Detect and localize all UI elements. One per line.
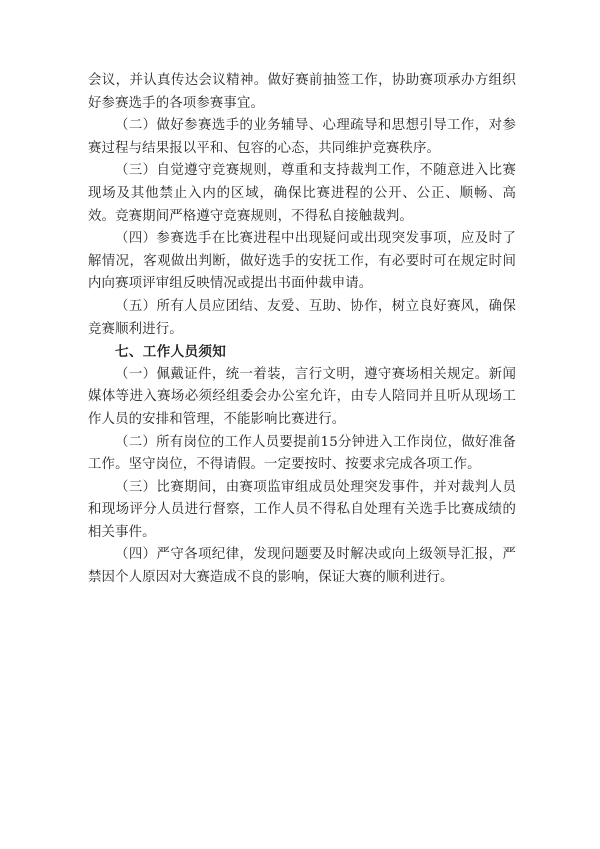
staff-paragraph-3: （三）比赛期间，由赛项监审组成员处理突发事件，并对裁判人员和现场评分人员进行督察，工作人员不得私自处理有关选手比赛成绩的相关事件。 <box>88 479 516 540</box>
staff-paragraph-1: （一）佩戴证件，统一着装，言行文明，遵守赛场相关规定。新闻媒体等进入赛场必须经组委会办公室允许，由专人陪同并且听从现场工作人员的安排和管理，不能影响比赛进行。 <box>88 366 516 427</box>
document-page <box>88 70 516 590</box>
paragraph-item-5: （五）所有人员应团结、友爱、互助、协作，树立良好赛风，确保竞赛顺利进行。 <box>88 298 516 337</box>
section-heading: 七、工作人员须知 <box>115 344 227 361</box>
staff-paragraph-2: （二）所有岗位的工作人员要提前15分钟进入工作岗位，做好准备工作。坚守岗位，不得请假。一定要按时、按要求完成各项工作。 <box>88 434 516 473</box>
paragraph-continuation: 会议，并认真传达会议精神。做好赛前抽签工作，协助赛项承办方组织好参赛选手的各项参赛事宜。 <box>88 73 516 111</box>
staff-paragraph-4: （四）严守各项纪律，发现问题要及时解决或向上级领导汇报，严禁因个人原因对大赛造成不良的影响，保证大赛的顺利进行。 <box>88 547 516 586</box>
paragraph-item-2: （二）做好参赛选手的业务辅导、心理疏导和思想引导工作，对参赛过程与结果报以平和、包容的心态，共同维护竞赛秩序。 <box>88 118 516 156</box>
paragraph-item-3: （三）自觉遵守竞赛规则，尊重和支持裁判工作，不随意进入比赛现场及其他禁止入内的区域，确保比赛进程的公开、公正、顺畅、高效。竞赛期间严格遵守竞赛规则，不得私自接触裁判。 <box>88 163 516 224</box>
paragraph-item-4: （四）参赛选手在比赛进程中出现疑问或出现突发事项，应及时了解情况，客观做出判断，做好选手的安抚工作，有必要时可在规定时间内向赛项评审组反映情况或提出书面仲裁申请。 <box>88 231 516 292</box>
